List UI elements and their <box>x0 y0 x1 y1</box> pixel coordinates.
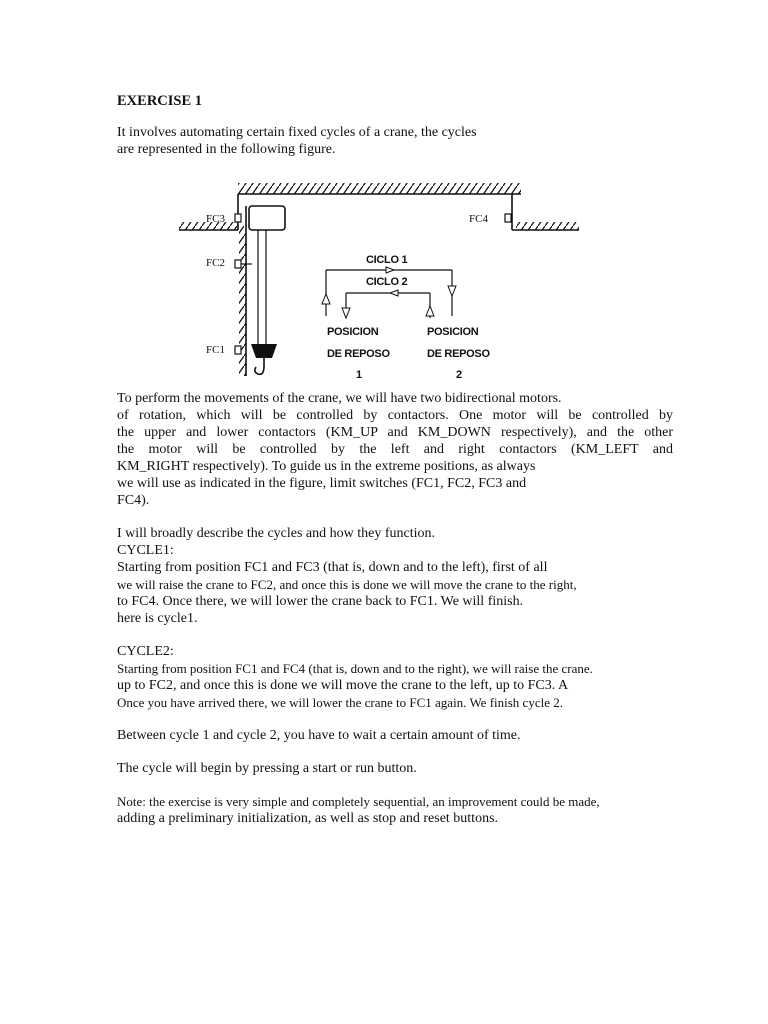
crane-hook <box>251 344 277 358</box>
crane-trolley <box>249 206 285 230</box>
note-line-2: adding a preliminary initialization, as well as stop and reset buttons. <box>117 811 499 826</box>
para1-line-7: FC4). <box>117 493 150 508</box>
cycle-1-label: CICLO 1 <box>366 254 408 266</box>
rest-position-2-line-1: POSICION <box>427 326 479 338</box>
fc2-label: FC2 <box>206 257 225 269</box>
ceiling-hatch <box>238 183 521 194</box>
crane-figure <box>146 166 626 386</box>
intro-line-1: It involves automating certain fixed cycles of a crane, the cycles <box>117 125 477 140</box>
exercise-title: EXERCISE 1 <box>117 93 203 109</box>
rest-position-1-line-1: POSICION <box>327 326 379 338</box>
cycle-2-path <box>346 293 430 318</box>
para1-line-1: To perform the movements of the crane, we will have two bidirectional motors. <box>117 391 562 406</box>
cycle1-line-4: here is cycle1. <box>117 611 198 626</box>
para1-line-2: of rotation, which will be controlled by contactors. One motor will be controlled by <box>117 408 673 423</box>
rest-position-1-number: 1 <box>356 369 362 381</box>
cycle2-line-1: Starting from position FC1 and FC4 (that is, down and to the right), we will raise the crane. <box>117 661 593 676</box>
fc3-label: FC3 <box>206 213 225 225</box>
cycle-2-label: CICLO 2 <box>366 276 408 288</box>
cycle1-heading: CYCLE1: <box>117 543 174 558</box>
rest-position-2-number: 2 <box>456 369 462 381</box>
cycle2-heading: CYCLE2: <box>117 644 174 659</box>
para1-line-5: KM_RIGHT respectively). To guide us in the extreme positions, as always <box>117 459 536 474</box>
document-page <box>117 92 673 827</box>
cycle1-line-1: Starting from position FC1 and FC3 (that is, down and to the left), first of all <box>117 560 548 575</box>
fc4-label: FC4 <box>469 213 488 225</box>
start-line: The cycle will begin by pressing a start or run button. <box>117 761 417 776</box>
para1-line-3: the upper and lower contactors (KM_UP and KM_DOWN respectively), and the other <box>117 425 673 440</box>
para2-line: I will broadly describe the cycles and how they function. <box>117 526 436 541</box>
note-line-1: Note: the exercise is very simple and completely sequential, an improvement could be made, <box>117 794 600 809</box>
rest-position-2-line-2: DE REPOSO <box>427 348 490 360</box>
para1-line-4: the motor will be controlled by the left and right contactors (KM_LEFT and <box>117 442 673 457</box>
para1-line-6: we will use as indicated in the figure, limit switches (FC1, FC2, FC3 and <box>117 476 527 491</box>
rest-position-1-line-2: DE REPOSO <box>327 348 390 360</box>
cycle1-line-3: to FC4. Once there, we will lower the crane back to FC1. We will finish. <box>117 594 524 609</box>
cycle1-line-2: we will raise the crane to FC2, and once this is done we will move the crane to the right, <box>117 577 577 592</box>
fc1-label: FC1 <box>206 344 225 356</box>
cycle2-line-2: up to FC2, and once this is done we will move the crane to the left, up to FC3. A <box>117 678 569 693</box>
cycle2-line-3: Once you have arrived there, we will lower the crane to FC1 again. We finish cycle 2. <box>117 695 563 710</box>
wait-line: Between cycle 1 and cycle 2, you have to wait a certain amount of time. <box>117 728 521 743</box>
intro-line-2: are represented in the following figure. <box>117 142 336 157</box>
